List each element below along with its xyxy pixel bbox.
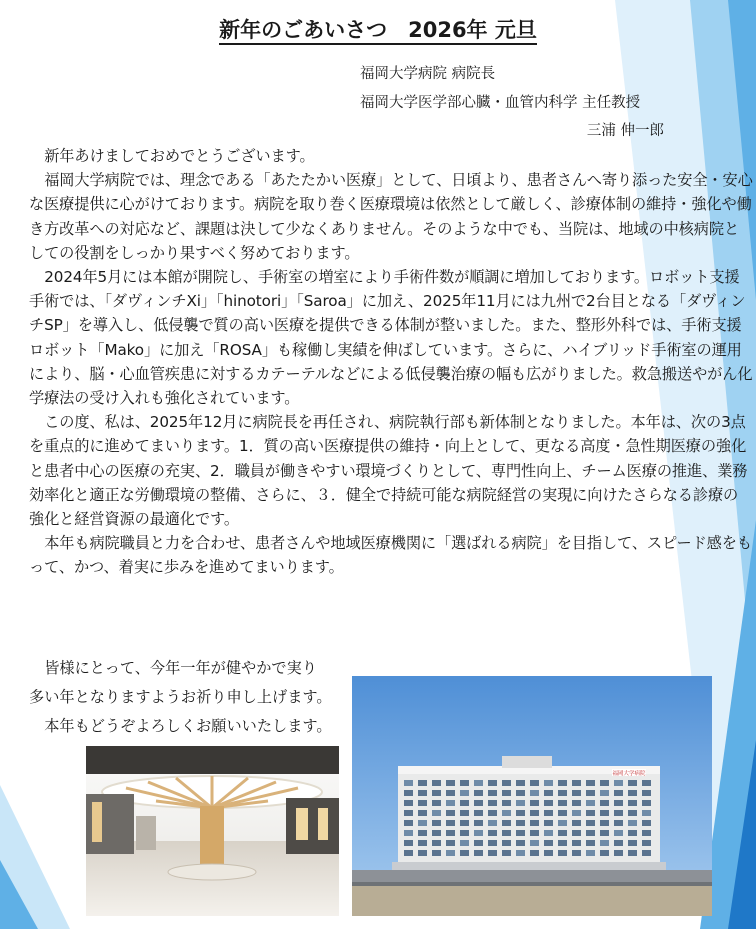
building-window <box>404 820 413 826</box>
canopy <box>392 862 666 870</box>
building-window <box>488 800 497 806</box>
closing-line-3: 本年もどうぞよろしくお願いいたします。 <box>44 717 332 735</box>
building-window <box>474 780 483 786</box>
paragraph-philosophy: 福岡大学病院では、理念である「あたたかい医療」として、日頃より、患者さんへ寄り添った安全・安心な医療提供に心がけております。病院を取り巻く医療環境は依然として厳しく、診療体制の維持・強化や働き方改革への対応など、課題は決して少なくありません。そのような中でも、当院は、地域の中核病院としての役割をしっかり果すべく努めております。 <box>29 171 753 262</box>
building-window <box>628 840 637 846</box>
building-window <box>418 820 427 826</box>
building-window <box>446 810 455 816</box>
building-window <box>586 800 595 806</box>
building-window <box>600 800 609 806</box>
building-window <box>474 820 483 826</box>
building-window <box>558 800 567 806</box>
building-window <box>516 800 525 806</box>
building-window <box>614 850 623 856</box>
building-window <box>586 830 595 836</box>
building-window <box>572 840 581 846</box>
hospital-building-photo <box>352 676 712 916</box>
building-window <box>530 840 539 846</box>
author-affiliation-department: 福岡大学医学部心臓・血管内科学 主任教授 <box>360 95 641 111</box>
building-window <box>488 810 497 816</box>
building-window <box>544 790 553 796</box>
building-window <box>432 790 441 796</box>
building-window <box>432 840 441 846</box>
building-window <box>516 810 525 816</box>
building-window <box>474 830 483 836</box>
building-window <box>516 850 525 856</box>
building-window <box>572 830 581 836</box>
building-window <box>474 840 483 846</box>
roof-structure <box>502 756 552 768</box>
building-window <box>530 810 539 816</box>
building-window <box>502 830 511 836</box>
building-window <box>600 830 609 836</box>
building-window <box>530 790 539 796</box>
building-window <box>488 830 497 836</box>
building-window <box>544 820 553 826</box>
building-window <box>642 810 651 816</box>
closing-line-2: 多い年となりますようお祈り申し上げます。 <box>29 688 332 706</box>
building-window <box>586 780 595 786</box>
building-window <box>572 780 581 786</box>
building-window <box>558 810 567 816</box>
building-window <box>418 800 427 806</box>
building-window <box>642 800 651 806</box>
building-window <box>432 800 441 806</box>
building-window <box>628 850 637 856</box>
lobby-illustration <box>86 746 339 916</box>
building-window <box>502 810 511 816</box>
building-window <box>600 850 609 856</box>
paragraph-commitment: 本年も病院職員と力を合わせ、患者さんや地域医療機関に「選ばれる病院」を目指して、スピード感をもって、かつ、着実に歩みを進めてまいります。 <box>29 534 752 577</box>
building-window <box>530 820 539 826</box>
building-window <box>642 790 651 796</box>
building-window <box>530 780 539 786</box>
building-window <box>614 810 623 816</box>
building-window <box>488 850 497 856</box>
building-window <box>460 800 469 806</box>
building-window <box>460 850 469 856</box>
building-window <box>446 780 455 786</box>
building-window <box>628 780 637 786</box>
building-window <box>502 790 511 796</box>
building-window <box>628 820 637 826</box>
building-window <box>502 840 511 846</box>
building-window <box>502 820 511 826</box>
building-window <box>474 790 483 796</box>
building-sign: 福岡大学病院 <box>612 771 646 777</box>
building-window <box>530 850 539 856</box>
building-window <box>614 790 623 796</box>
author-affiliation-hospital: 福岡大学病院 病院長 <box>360 66 496 82</box>
building-window <box>502 780 511 786</box>
building-window <box>558 820 567 826</box>
building-window <box>572 790 581 796</box>
building-window <box>600 790 609 796</box>
building-window <box>544 780 553 786</box>
building-window <box>446 790 455 796</box>
building-window <box>432 780 441 786</box>
building-window <box>460 790 469 796</box>
building-window <box>502 800 511 806</box>
building-window <box>572 850 581 856</box>
building-window <box>404 780 413 786</box>
building-window <box>642 820 651 826</box>
building-window <box>418 780 427 786</box>
building-window <box>432 820 441 826</box>
author-name: 三浦 伸一郎 <box>586 123 664 139</box>
building-window <box>488 790 497 796</box>
road-edge <box>352 882 712 886</box>
page-title: 新年のごあいさつ 2026年 元旦 <box>0 14 756 44</box>
building-window <box>516 820 525 826</box>
building-window <box>600 820 609 826</box>
building-window <box>642 840 651 846</box>
closing-block <box>29 654 359 741</box>
building-window <box>600 780 609 786</box>
fence <box>352 870 712 882</box>
building-window <box>544 840 553 846</box>
paragraph-priorities: この度、私は、2025年12月に病院長を再任され、病院執行部も新体制となりました。本年は、次の3点を重点的に進めてまいります。1．質の高い医療提供の維持・向上として、更なる高度・急性期医療の強化と患者中心の医療の充実、2．職員が働きやすい環境づくりとして、専門性向上、チーム医療の推進、業務効率化と適正な労働環境の整備、さらに、３．健全で持続可能な病院経営の実現に向けたさらなる診療の強化と経営資源の最適化です。 <box>29 413 748 529</box>
greeting-body <box>29 144 753 580</box>
building-window <box>404 840 413 846</box>
building-window <box>460 830 469 836</box>
building-window <box>432 850 441 856</box>
building-window <box>460 840 469 846</box>
building-window <box>418 840 427 846</box>
building-window <box>544 810 553 816</box>
building-window <box>586 850 595 856</box>
building-window <box>488 820 497 826</box>
building-window <box>516 840 525 846</box>
building-window <box>432 830 441 836</box>
building-window <box>586 810 595 816</box>
building-window <box>642 780 651 786</box>
building-window <box>586 840 595 846</box>
building-window <box>558 850 567 856</box>
building-window <box>572 800 581 806</box>
building-window <box>614 780 623 786</box>
building-window <box>516 830 525 836</box>
building-window <box>558 830 567 836</box>
building-window <box>614 800 623 806</box>
paragraph-surgery: 2024年5月には本館が開院し、手術室の増室により手術件数が順調に増加しております。ロボット支援手術では、「ダヴィンチXi」「hinotori」「Saroa」に加え、2025年11月には九州で2台目となる「ダヴィンチSP」を導入し、低侵襲で質の高い医療を提供できる体制が整いました。また、整形外科では、手術支援ロボット「Mako」に加え「ROSA」も稼働し実績を伸ばしています。さらに、ハイブリッド手術室の運用により、脳・心血管疾患に対するカテーテルなどによる低侵襲治療の幅も広がりました。救急搬送やがん化学療法の受け入れも強化されています。 <box>29 268 753 408</box>
building-window <box>474 850 483 856</box>
building-window <box>474 800 483 806</box>
building-window <box>488 840 497 846</box>
building-window <box>628 830 637 836</box>
building-window <box>530 830 539 836</box>
building-window <box>446 830 455 836</box>
closing-line-1: 皆様にとって、今年一年が健やかで実り <box>44 659 317 677</box>
building-window <box>558 780 567 786</box>
building-window <box>446 800 455 806</box>
building-window <box>516 790 525 796</box>
building-window <box>558 790 567 796</box>
building-window <box>530 800 539 806</box>
building-window <box>460 810 469 816</box>
building-window <box>628 790 637 796</box>
building-window <box>642 850 651 856</box>
building-window <box>614 820 623 826</box>
building-window <box>460 820 469 826</box>
building-window <box>404 850 413 856</box>
building-window <box>516 780 525 786</box>
building-window <box>502 850 511 856</box>
ground <box>352 882 712 916</box>
building-window <box>488 780 497 786</box>
building-window <box>544 800 553 806</box>
building-window <box>404 800 413 806</box>
building-window <box>614 830 623 836</box>
building-window <box>586 790 595 796</box>
building-window <box>418 850 427 856</box>
building-window <box>628 800 637 806</box>
building-window <box>544 830 553 836</box>
building-window <box>586 820 595 826</box>
building-window <box>614 840 623 846</box>
building-window <box>446 840 455 846</box>
building-window <box>474 810 483 816</box>
building-window <box>418 810 427 816</box>
building-window <box>600 840 609 846</box>
building-window <box>628 810 637 816</box>
building-window <box>572 810 581 816</box>
building-illustration <box>352 676 712 916</box>
building-window <box>642 830 651 836</box>
building-window <box>404 810 413 816</box>
paragraph-opening: 新年あけましておめでとうございます。 <box>44 147 315 165</box>
building-window <box>572 820 581 826</box>
building-window <box>446 850 455 856</box>
building-window <box>460 780 469 786</box>
lobby-atrium-photo <box>86 746 339 916</box>
building-window <box>404 830 413 836</box>
building-window <box>558 840 567 846</box>
building-window <box>544 850 553 856</box>
building-window <box>418 790 427 796</box>
building-window <box>446 820 455 826</box>
building-window <box>418 830 427 836</box>
building-window <box>404 790 413 796</box>
building-window <box>600 810 609 816</box>
building-window <box>432 810 441 816</box>
